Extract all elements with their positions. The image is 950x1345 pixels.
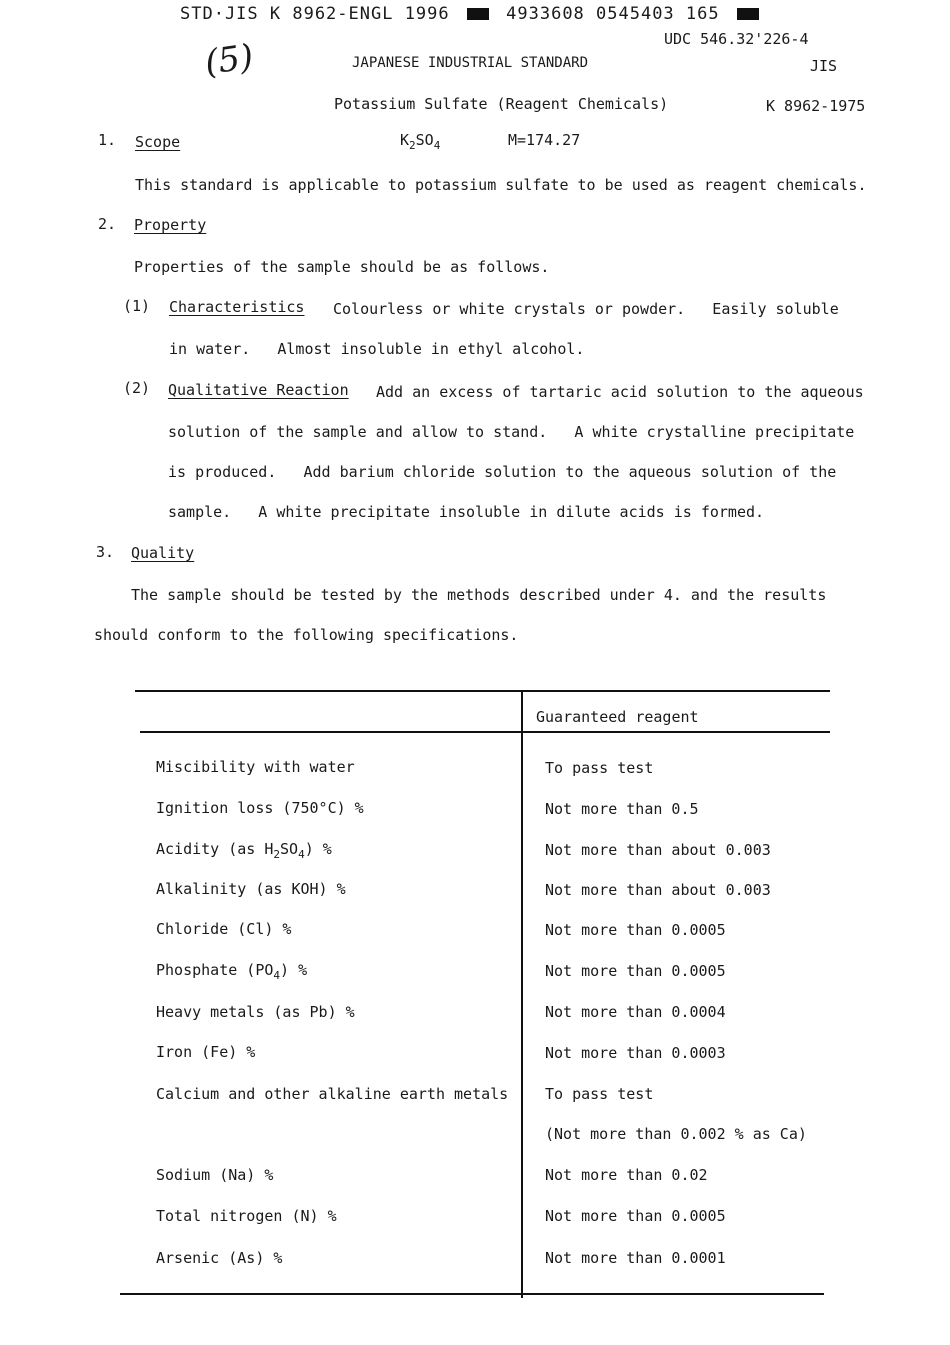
table-row-item: Arsenic (As) %: [156, 1249, 283, 1267]
standard-reference-line: [180, 4, 765, 24]
table-row-item: Miscibility with water: [156, 758, 355, 776]
handwritten-page-mark: (5): [202, 36, 256, 84]
table-column-header: Guaranteed reagent: [536, 708, 699, 726]
table-row-item: Calcium and other alkaline earth metals: [156, 1085, 509, 1103]
property-1-text: in water. Almost insoluble in ethyl alcohol.: [169, 340, 585, 358]
redaction-block: [467, 8, 489, 20]
organization-title: JAPANESE INDUSTRIAL STANDARD: [352, 55, 589, 71]
table-row-item: Phosphate $(PO_4)$ %: [156, 961, 308, 982]
table-row-spec: Not more than about 0.003: [545, 841, 771, 859]
section-3-number: 3.: [96, 543, 115, 561]
table-bottom-rule: [120, 1293, 824, 1295]
table-row-spec: Not more than 0.0001: [545, 1249, 726, 1267]
chemical-formula: $K_2SO_4$: [400, 131, 441, 152]
table-row-item: Alkalinity (as KOH) %: [156, 880, 346, 898]
section-3-title: Quality: [131, 544, 195, 562]
table-row-spec: Not more than 0.0005: [545, 962, 726, 980]
section-2-body: Properties of the sample should be as follows.: [134, 258, 550, 276]
section-3-text: should conform to the following specifications.: [94, 626, 519, 644]
property-1-text: Colourless or white crystals or powder. Easily soluble: [333, 300, 839, 318]
udc-number: UDC 546.32'226-4: [664, 30, 809, 48]
section-1-number: 1.: [98, 131, 117, 149]
table-row-item: Heavy metals (as Pb) %: [156, 1003, 355, 1021]
table-row-item: Acidity (as $H_2SO_4$) %: [156, 840, 332, 861]
molar-mass: M=174.27: [508, 131, 581, 149]
table-row-spec: Not more than 0.0003: [545, 1044, 726, 1062]
property-2-text: Add an excess of tartaric acid solution to the aqueous: [376, 383, 864, 401]
property-2-title: Qualitative Reaction: [168, 381, 349, 399]
table-row-item: Chloride (Cl) %: [156, 920, 292, 938]
section-3-text: The sample should be tested by the methods described under 4. and the results: [131, 586, 827, 604]
section-1-body: This standard is applicable to potassium sulfate to be used as reagent chemicals.: [135, 176, 867, 194]
table-row-item: Total nitrogen (N) %: [156, 1207, 337, 1225]
table-row-spec: Not more than 0.0004: [545, 1003, 726, 1021]
section-2-number: 2.: [98, 215, 117, 233]
table-row-spec: To pass test: [545, 1085, 654, 1103]
document-title: Potassium Sulfate (Reagent Chemicals): [334, 95, 669, 113]
table-row-item: Iron (Fe) %: [156, 1043, 256, 1061]
table-row-item: Ignition loss (750°C) %: [156, 799, 364, 817]
table-header-rule: [140, 731, 830, 733]
table-row-spec: Not more than 0.0005: [545, 921, 726, 939]
property-1-title: Characteristics: [169, 298, 305, 316]
standard-code: STD·JIS K 8962-ENGL 1996: [180, 4, 450, 24]
jis-label: JIS: [810, 57, 838, 75]
section-2-title: Property: [134, 216, 207, 234]
section-1-title: Scope: [135, 133, 181, 151]
table-row-spec: Not more than 0.02: [545, 1166, 708, 1184]
property-2-text: solution of the sample and allow to stand. A white crystalline precipitate: [168, 423, 855, 441]
redaction-block: [737, 8, 759, 20]
table-row-spec-note: (Not more than 0.002 % as Ca): [545, 1125, 807, 1143]
property-2-text: is produced. Add barium chloride solution to the aqueous solution of the: [168, 463, 837, 481]
table-top-rule: [135, 690, 830, 692]
catalog-number: 4933608 0545403 165: [506, 4, 720, 24]
table-row-spec: Not more than 0.5: [545, 800, 699, 818]
table-row-spec: To pass test: [545, 759, 654, 777]
property-2-number: (2): [123, 379, 151, 397]
table-row-spec: Not more than about 0.003: [545, 881, 771, 899]
table-row-item: Sodium (Na) %: [156, 1166, 274, 1184]
table-row-spec: Not more than 0.0005: [545, 1207, 726, 1225]
table-column-divider: [521, 690, 523, 1298]
property-2-text: sample. A white precipitate insoluble in dilute acids is formed.: [168, 503, 765, 521]
document-number: K 8962-1975: [766, 97, 866, 115]
property-1-number: (1): [123, 297, 151, 315]
